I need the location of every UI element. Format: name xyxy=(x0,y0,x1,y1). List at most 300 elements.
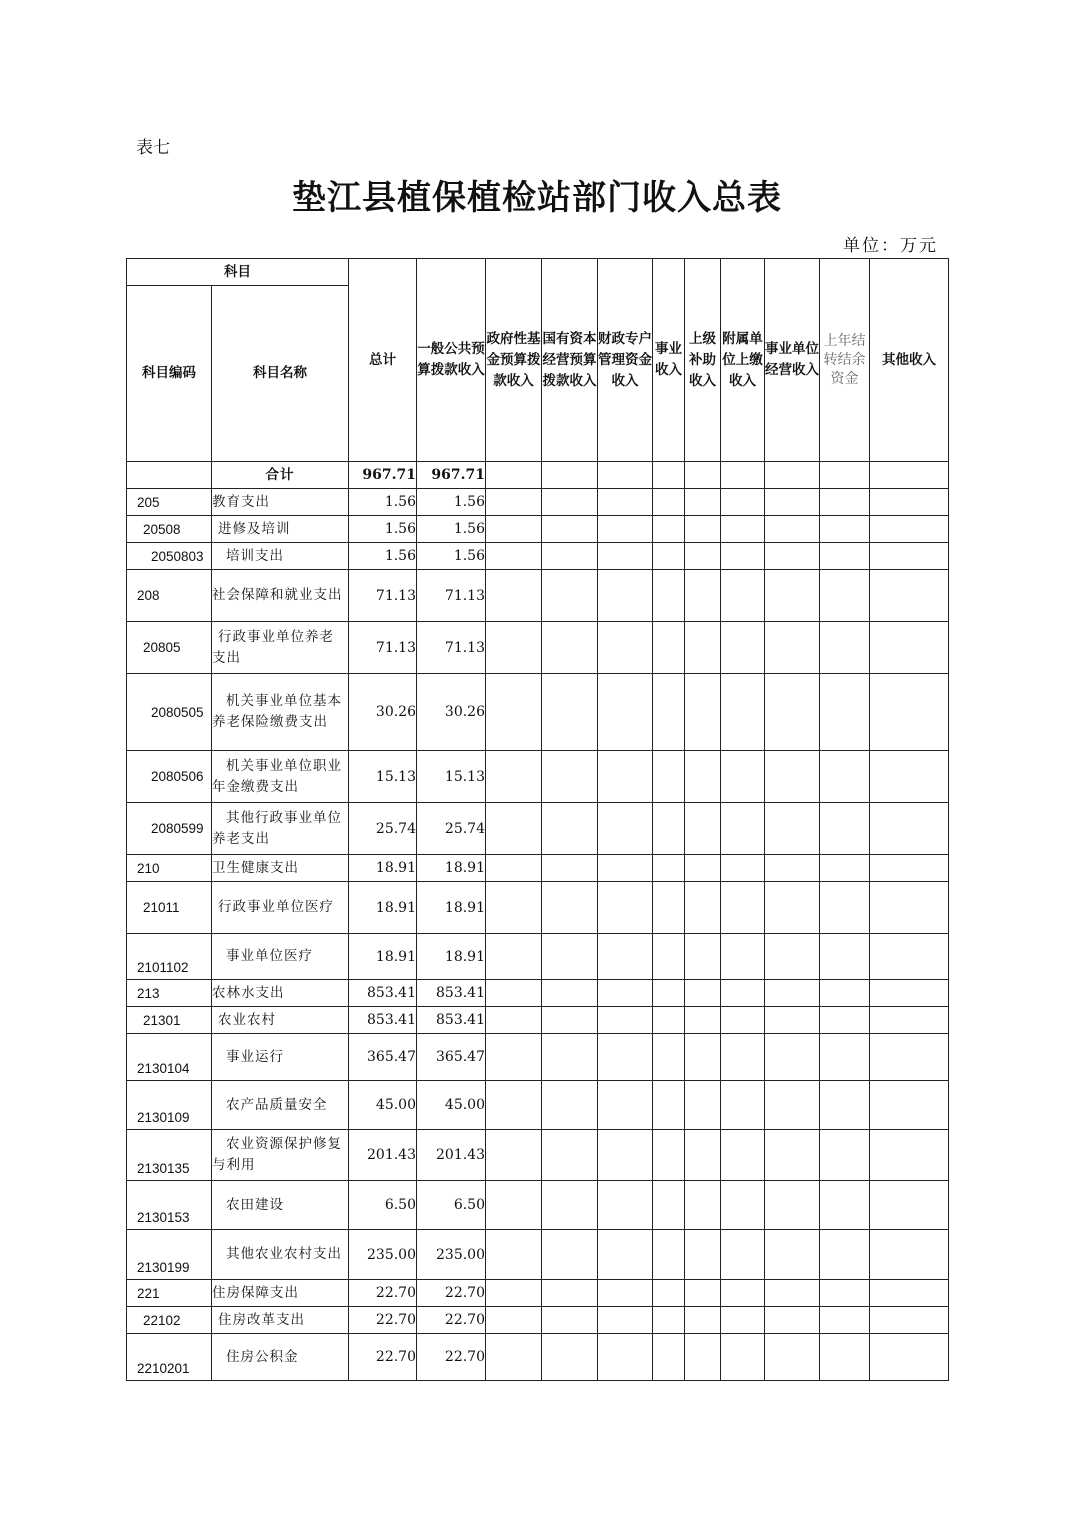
empty-cell xyxy=(598,1034,653,1081)
empty-cell xyxy=(721,1181,765,1230)
empty-cell xyxy=(870,1034,949,1081)
total-general-amount: 967.71 xyxy=(417,462,486,489)
table-row xyxy=(127,489,949,516)
subject-code: 2130109 xyxy=(127,1081,212,1130)
subject-name: 其他农业农村支出 xyxy=(212,1230,349,1280)
empty-cell xyxy=(870,1334,949,1381)
subject-name: 事业单位医疗 xyxy=(212,934,349,980)
general-budget-value: 45.00 xyxy=(417,1081,486,1130)
empty-cell xyxy=(765,1280,820,1307)
empty-cell xyxy=(598,622,653,674)
empty-cell xyxy=(820,1307,870,1334)
subject-code: 2130135 xyxy=(127,1130,212,1181)
empty-cell xyxy=(653,1307,685,1334)
empty-cell xyxy=(685,1280,721,1307)
empty-cell xyxy=(653,751,685,803)
empty-cell xyxy=(721,803,765,855)
empty-cell xyxy=(870,674,949,751)
empty-cell xyxy=(486,622,542,674)
empty-cell xyxy=(721,1007,765,1034)
table-row xyxy=(127,1230,949,1280)
empty-cell xyxy=(685,855,721,882)
subject-code: 20508 xyxy=(127,516,212,543)
general-budget-value: 201.43 xyxy=(417,1130,486,1181)
subject-name: 住房保障支出 xyxy=(212,1280,349,1307)
subject-code: 21011 xyxy=(127,882,212,934)
subject-code: 2080599 xyxy=(127,803,212,855)
subject-name: 农业资源保护修复与利用 xyxy=(212,1130,349,1181)
empty-cell xyxy=(486,934,542,980)
empty-cell xyxy=(685,751,721,803)
empty-cell xyxy=(542,934,598,980)
unit-label: 单位：万元 xyxy=(843,236,938,256)
empty-cell xyxy=(765,751,820,803)
subject-code: 2080505 xyxy=(127,674,212,751)
empty-cell xyxy=(598,882,653,934)
empty-cell xyxy=(542,855,598,882)
subject-name: 行政事业单位养老支出 xyxy=(212,622,349,674)
empty-cell xyxy=(870,803,949,855)
empty-cell xyxy=(685,1007,721,1034)
total-label: 合计 xyxy=(212,462,349,489)
empty-cell xyxy=(820,516,870,543)
total-value: 22.70 xyxy=(349,1280,417,1307)
empty-cell xyxy=(542,1181,598,1230)
subject-code: 2130199 xyxy=(127,1230,212,1280)
general-budget-value: 1.56 xyxy=(417,489,486,516)
empty-cell xyxy=(820,489,870,516)
empty-cell xyxy=(486,1230,542,1280)
empty-cell xyxy=(721,1280,765,1307)
empty-cell xyxy=(653,1334,685,1381)
empty-cell xyxy=(765,980,820,1007)
empty-cell xyxy=(598,1130,653,1181)
empty-cell xyxy=(820,855,870,882)
subject-name: 事业运行 xyxy=(212,1034,349,1081)
empty-cell xyxy=(653,855,685,882)
table-row xyxy=(127,1307,949,1334)
empty-cell xyxy=(685,1334,721,1381)
header-business-operation: 事业单位经营收入 xyxy=(765,259,820,462)
empty-cell xyxy=(598,751,653,803)
total-value: 45.00 xyxy=(349,1081,417,1130)
total-value: 365.47 xyxy=(349,1034,417,1081)
empty-cell xyxy=(598,1230,653,1280)
table-row xyxy=(127,855,949,882)
empty-cell xyxy=(765,1130,820,1181)
general-budget-value: 1.56 xyxy=(417,543,486,570)
empty-cell xyxy=(721,622,765,674)
subject-code: 20805 xyxy=(127,622,212,674)
empty-cell xyxy=(870,543,949,570)
subject-code: 221 xyxy=(127,1280,212,1307)
table-row xyxy=(127,1034,949,1081)
empty-cell xyxy=(598,1181,653,1230)
empty-cell xyxy=(486,543,542,570)
empty-cell xyxy=(598,489,653,516)
empty-cell xyxy=(820,1230,870,1280)
empty-cell xyxy=(820,934,870,980)
empty-cell xyxy=(653,803,685,855)
header-gov-fund: 政府性基金预算拨款收入 xyxy=(486,259,542,462)
empty-cell xyxy=(765,855,820,882)
total-value: 30.26 xyxy=(349,674,417,751)
subject-name: 住房公积金 xyxy=(212,1334,349,1381)
empty-cell xyxy=(765,1007,820,1034)
empty-cell xyxy=(820,980,870,1007)
subject-name: 培训支出 xyxy=(212,543,349,570)
empty-cell xyxy=(685,489,721,516)
empty-cell xyxy=(820,570,870,622)
empty-cell xyxy=(765,674,820,751)
table-row xyxy=(127,1130,949,1181)
subject-code: 2210201 xyxy=(127,1334,212,1381)
empty-cell xyxy=(685,934,721,980)
total-value: 1.56 xyxy=(349,516,417,543)
empty-cell xyxy=(820,1081,870,1130)
empty-cell xyxy=(765,570,820,622)
empty-cell xyxy=(870,855,949,882)
total-value: 6.50 xyxy=(349,1181,417,1230)
empty-cell xyxy=(653,1130,685,1181)
empty-cell xyxy=(653,1081,685,1130)
subject-name: 机关事业单位职业年金缴费支出 xyxy=(212,751,349,803)
total-value: 22.70 xyxy=(349,1334,417,1381)
subject-name: 进修及培训 xyxy=(212,516,349,543)
empty-cell xyxy=(542,1334,598,1381)
empty-cell xyxy=(721,980,765,1007)
empty-cell xyxy=(598,516,653,543)
empty-cell xyxy=(598,1307,653,1334)
total-value: 22.70 xyxy=(349,1307,417,1334)
table-row xyxy=(127,570,949,622)
total-value: 18.91 xyxy=(349,855,417,882)
empty-cell xyxy=(765,1034,820,1081)
subject-name: 机关事业单位基本养老保险缴费支出 xyxy=(212,674,349,751)
empty-cell xyxy=(820,1130,870,1181)
header-general-budget: 一般公共预算拨款收入 xyxy=(417,259,486,462)
empty-cell xyxy=(765,489,820,516)
total-value: 853.41 xyxy=(349,980,417,1007)
empty-cell xyxy=(486,1334,542,1381)
total-code-cell xyxy=(127,462,212,489)
subject-name: 教育支出 xyxy=(212,489,349,516)
empty-cell xyxy=(820,622,870,674)
table-row xyxy=(127,1181,949,1230)
empty-cell xyxy=(870,980,949,1007)
table-row xyxy=(127,622,949,674)
empty-cell xyxy=(542,674,598,751)
empty-cell xyxy=(765,1334,820,1381)
empty-cell xyxy=(721,934,765,980)
page-title: 垫江县植保植检站部门收入总表 xyxy=(292,178,782,218)
empty-cell xyxy=(721,570,765,622)
general-budget-value: 22.70 xyxy=(417,1307,486,1334)
subject-name: 住房改革支出 xyxy=(212,1307,349,1334)
empty-cell xyxy=(486,570,542,622)
empty-cell xyxy=(542,751,598,803)
empty-cell xyxy=(721,1307,765,1334)
table-row xyxy=(127,803,949,855)
empty-cell xyxy=(765,882,820,934)
header-business-income: 事业收入 xyxy=(653,259,685,462)
subject-name: 卫生健康支出 xyxy=(212,855,349,882)
empty-cell xyxy=(870,1081,949,1130)
empty-cell xyxy=(721,1081,765,1130)
empty-cell xyxy=(721,489,765,516)
empty-cell xyxy=(653,543,685,570)
empty-cell xyxy=(870,516,949,543)
subject-code: 22102 xyxy=(127,1307,212,1334)
empty-cell xyxy=(486,803,542,855)
empty-cell xyxy=(486,516,542,543)
total-value: 71.13 xyxy=(349,622,417,674)
empty-cell xyxy=(685,1034,721,1081)
subject-name: 行政事业单位医疗 xyxy=(212,882,349,934)
empty-cell xyxy=(653,1034,685,1081)
empty-cell xyxy=(653,1181,685,1230)
table-row xyxy=(127,882,949,934)
subject-code: 2130104 xyxy=(127,1034,212,1081)
subject-code: 21301 xyxy=(127,1007,212,1034)
general-budget-value: 18.91 xyxy=(417,934,486,980)
empty-cell xyxy=(685,980,721,1007)
empty-cell xyxy=(721,1034,765,1081)
table-row xyxy=(127,516,949,543)
general-budget-value: 30.26 xyxy=(417,674,486,751)
empty-cell xyxy=(765,1081,820,1130)
empty-cell xyxy=(598,570,653,622)
subject-name: 农产品质量安全 xyxy=(212,1081,349,1130)
table-row xyxy=(127,1007,949,1034)
empty-cell xyxy=(486,1181,542,1230)
table-row xyxy=(127,980,949,1007)
header-subject: 科目 xyxy=(127,259,349,286)
header-affiliated-unit: 附属单位上缴收入 xyxy=(721,259,765,462)
empty-cell xyxy=(598,803,653,855)
total-value: 853.41 xyxy=(349,1007,417,1034)
empty-cell xyxy=(486,1081,542,1130)
empty-cell xyxy=(486,1280,542,1307)
header-total: 总计 xyxy=(349,259,417,462)
empty-cell xyxy=(653,674,685,751)
empty-cell xyxy=(486,489,542,516)
general-budget-value: 853.41 xyxy=(417,980,486,1007)
header-carryover: 上年结转结余资金 xyxy=(820,259,870,462)
empty-cell xyxy=(721,751,765,803)
empty-cell xyxy=(542,1007,598,1034)
empty-cell xyxy=(870,1007,949,1034)
empty-cell xyxy=(685,1307,721,1334)
general-budget-value: 71.13 xyxy=(417,570,486,622)
empty-cell xyxy=(721,674,765,751)
empty-cell xyxy=(486,882,542,934)
empty-cell xyxy=(486,980,542,1007)
header-state-capital: 国有资本经营预算拨款收入 xyxy=(542,259,598,462)
empty-cell xyxy=(820,1280,870,1307)
empty-cell xyxy=(765,1181,820,1230)
empty-cell xyxy=(598,934,653,980)
empty-cell xyxy=(721,543,765,570)
empty-cell xyxy=(685,882,721,934)
empty-cell xyxy=(653,980,685,1007)
total-value: 235.00 xyxy=(349,1230,417,1280)
general-budget-value: 853.41 xyxy=(417,1007,486,1034)
empty-cell xyxy=(870,882,949,934)
empty-cell xyxy=(870,570,949,622)
empty-cell xyxy=(542,1230,598,1280)
empty-cell xyxy=(685,543,721,570)
empty-cell xyxy=(721,1334,765,1381)
empty-cell xyxy=(486,855,542,882)
total-value: 201.43 xyxy=(349,1130,417,1181)
empty-cell xyxy=(653,516,685,543)
table-row xyxy=(127,751,949,803)
table-row xyxy=(127,543,949,570)
total-value: 18.91 xyxy=(349,934,417,980)
empty-cell xyxy=(653,882,685,934)
empty-cell xyxy=(765,543,820,570)
subject-code: 2050803 xyxy=(127,543,212,570)
empty-cell xyxy=(598,980,653,1007)
header-fiscal-special: 财政专户管理资金收入 xyxy=(598,259,653,462)
empty-cell xyxy=(486,674,542,751)
table-row xyxy=(127,1081,949,1130)
empty-cell xyxy=(820,882,870,934)
empty-cell xyxy=(598,1007,653,1034)
empty-cell xyxy=(542,803,598,855)
empty-cell xyxy=(870,622,949,674)
empty-cell xyxy=(653,1230,685,1280)
general-budget-value: 18.91 xyxy=(417,882,486,934)
empty-cell xyxy=(598,674,653,751)
total-value: 1.56 xyxy=(349,543,417,570)
empty-cell xyxy=(542,1081,598,1130)
empty-cell xyxy=(721,1130,765,1181)
empty-cell xyxy=(653,489,685,516)
empty-cell xyxy=(486,1007,542,1034)
empty-cell xyxy=(870,1230,949,1280)
empty-cell xyxy=(486,1034,542,1081)
empty-cell xyxy=(598,1280,653,1307)
empty-cell xyxy=(598,543,653,570)
empty-cell xyxy=(542,622,598,674)
subject-code: 205 xyxy=(127,489,212,516)
empty-cell xyxy=(721,882,765,934)
empty-cell xyxy=(820,1034,870,1081)
empty-cell xyxy=(598,1081,653,1130)
empty-cell xyxy=(870,1181,949,1230)
empty-cell xyxy=(820,751,870,803)
table-row xyxy=(127,1334,949,1381)
general-budget-value: 6.50 xyxy=(417,1181,486,1230)
empty-cell xyxy=(542,543,598,570)
general-budget-value: 22.70 xyxy=(417,1334,486,1381)
empty-cell xyxy=(765,622,820,674)
empty-cell xyxy=(870,1307,949,1334)
empty-cell xyxy=(820,1007,870,1034)
subject-name: 社会保障和就业支出 xyxy=(212,570,349,622)
empty-cell xyxy=(542,882,598,934)
empty-cell xyxy=(765,934,820,980)
empty-cell xyxy=(820,674,870,751)
empty-cell xyxy=(542,516,598,543)
header-name: 科目名称 xyxy=(212,286,349,462)
table-row xyxy=(127,674,949,751)
general-budget-value: 235.00 xyxy=(417,1230,486,1280)
total-value: 15.13 xyxy=(349,751,417,803)
general-budget-value: 22.70 xyxy=(417,1280,486,1307)
empty-cell xyxy=(721,1230,765,1280)
empty-cell xyxy=(685,1081,721,1130)
subject-code: 2130153 xyxy=(127,1181,212,1230)
empty-cell xyxy=(542,1307,598,1334)
empty-cell xyxy=(685,1230,721,1280)
table-row xyxy=(127,934,949,980)
empty-cell xyxy=(721,516,765,543)
total-value: 71.13 xyxy=(349,570,417,622)
header-code: 科目编码 xyxy=(127,286,212,462)
table-row-total xyxy=(127,462,949,489)
empty-cell xyxy=(870,489,949,516)
empty-cell xyxy=(542,570,598,622)
empty-cell xyxy=(685,803,721,855)
empty-cell xyxy=(598,855,653,882)
subject-code: 213 xyxy=(127,980,212,1007)
empty-cell xyxy=(870,1280,949,1307)
subject-name: 农田建设 xyxy=(212,1181,349,1230)
total-value: 1.56 xyxy=(349,489,417,516)
empty-cell xyxy=(765,516,820,543)
general-budget-value: 365.47 xyxy=(417,1034,486,1081)
empty-cell xyxy=(653,1280,685,1307)
subject-code: 210 xyxy=(127,855,212,882)
empty-cell xyxy=(685,1181,721,1230)
empty-cell xyxy=(685,622,721,674)
empty-cell xyxy=(653,934,685,980)
empty-cell xyxy=(653,622,685,674)
total-amount: 967.71 xyxy=(349,462,417,489)
table-label: 表七 xyxy=(136,138,170,158)
empty-cell xyxy=(486,1130,542,1181)
empty-cell xyxy=(685,674,721,751)
empty-cell xyxy=(542,489,598,516)
subject-name: 农业农村 xyxy=(212,1007,349,1034)
empty-cell xyxy=(820,803,870,855)
subject-name: 其他行政事业单位养老支出 xyxy=(212,803,349,855)
total-value: 18.91 xyxy=(349,882,417,934)
empty-cell xyxy=(870,751,949,803)
empty-cell xyxy=(542,1130,598,1181)
general-budget-value: 15.13 xyxy=(417,751,486,803)
empty-cell xyxy=(820,543,870,570)
empty-cell xyxy=(653,1007,685,1034)
subject-code: 2101102 xyxy=(127,934,212,980)
empty-cell xyxy=(765,1230,820,1280)
empty-cell xyxy=(685,570,721,622)
empty-cell xyxy=(765,803,820,855)
general-budget-value: 25.74 xyxy=(417,803,486,855)
total-value: 25.74 xyxy=(349,803,417,855)
subject-name: 农林水支出 xyxy=(212,980,349,1007)
empty-cell xyxy=(870,934,949,980)
empty-cell xyxy=(542,980,598,1007)
empty-cell xyxy=(685,516,721,543)
empty-cell xyxy=(870,1130,949,1181)
empty-cell xyxy=(820,1181,870,1230)
empty-cell xyxy=(685,1130,721,1181)
empty-cell xyxy=(653,570,685,622)
